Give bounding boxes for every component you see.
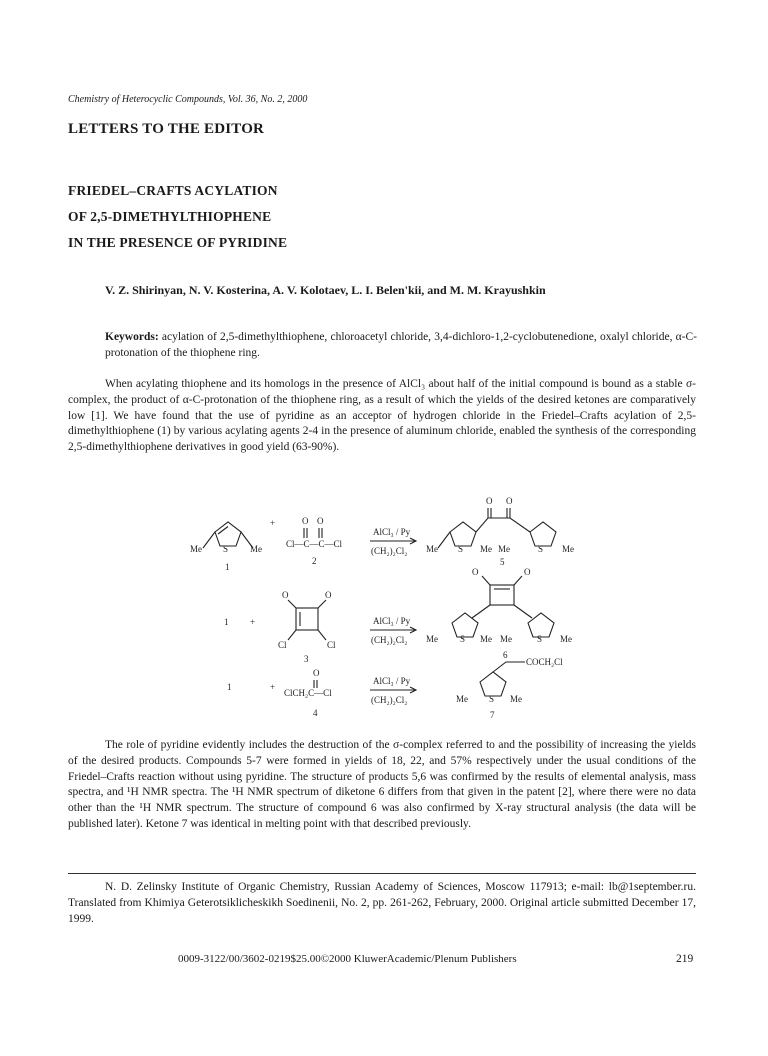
thiophene-ring-7: [480, 672, 506, 696]
affiliation-footnote: N. D. Zelinsky Institute of Organic Chemistry, Russian Academy of Sciences, Moscow 117913; e-mail: lb@1september.ru. Translated from Khimiya Geterotsiklicheskikh Soedinenii, No. 2, pp. 261-262, February, 2000. Original article submitted December 17, 1999.: [68, 881, 696, 925]
section-heading: LETTERS TO THE EDITOR: [68, 121, 265, 137]
conditions-top: AlCl₃ / Py: [373, 527, 411, 537]
me-label: Me: [426, 634, 438, 644]
cyclobutene-6: [490, 585, 514, 605]
conditions-bottom: (CH₂)₂Cl₂: [371, 546, 408, 556]
reagent-2-formula: Cl—C—C—Cl: [286, 539, 343, 549]
me-label: Me: [480, 634, 492, 644]
compound-label-3: 3: [304, 654, 309, 664]
me-label: Me: [426, 544, 438, 554]
plus-sign: +: [270, 518, 276, 528]
s-label: S: [223, 544, 229, 554]
s-label: S: [458, 544, 464, 554]
o-label: O: [524, 567, 531, 577]
reaction-scheme: [170, 490, 610, 720]
conditions-top: AlCl₃ / Py: [373, 676, 411, 686]
me-label: Me: [560, 634, 572, 644]
page-number: 219: [676, 953, 694, 965]
authors: V. Z. Shirinyan, N. V. Kosterina, A. V. Kolotaev, L. I. Belen'kii, and M. M. Krayushkin: [105, 283, 546, 297]
thiophene-ring-5b: [530, 522, 556, 546]
me-label: Me: [562, 544, 574, 554]
copyright-line: 0009-3122/00/3602-0219$25.00©2000 KluwerAcademic/Plenum Publishers: [178, 953, 517, 965]
o-label: O: [472, 567, 479, 577]
cl-label: Cl: [278, 640, 287, 650]
compound-label-1c: 1: [227, 682, 232, 692]
o-label: O: [282, 590, 289, 600]
me-label: Me: [480, 544, 492, 554]
o-label: O: [317, 516, 324, 526]
reagent-4-formula: ClCH₂C—Cl: [284, 688, 332, 698]
me-label: Me: [190, 544, 202, 554]
keywords-label: Keywords:: [105, 331, 159, 343]
me-label: Me: [510, 694, 522, 704]
body-paragraph-2: The role of pyridine evidently includes the destruction of the σ-complex referred to and the possibility of increasing the yields of the desired products. Compounds 5-7 were formed in yields of 18, 22, and 57% respectively under the usual conditions of the Friedel–Crafts reaction without using pyridine. The structure of products 5,6 was confirmed by the results of elemental analysis, mass spectra, and ¹H NMR spectra. The ¹H NMR spectrum of diketone 6 differs from that given in the patent [2], where there were no data other than the ¹H NMR spectrum. The structure of compound 6 was also confirmed by X-ray structural analysis (the data will be published later). Ketone 7 was identical in melting point with that described previously.: [68, 739, 696, 830]
s-label: S: [489, 694, 495, 704]
footnote-rule: [68, 873, 696, 874]
conditions-top: AlCl₃ / Py: [373, 616, 411, 626]
article-title-line-1: FRIEDEL–CRAFTS ACYLATION: [68, 183, 278, 198]
compound-label-4: 4: [313, 708, 318, 718]
o-label: O: [313, 668, 320, 678]
article-title-line-2: OF 2,5-DIMETHYLTHIOPHENE: [68, 209, 272, 224]
o-label: O: [506, 496, 513, 506]
compound-label-5: 5: [500, 557, 505, 567]
plus-sign: +: [250, 617, 256, 627]
s-label: S: [538, 544, 544, 554]
keywords: [105, 330, 697, 362]
conditions-bottom: (CH₂)₂Cl₂: [371, 635, 408, 645]
o-label: O: [302, 516, 309, 526]
me-label: Me: [500, 634, 512, 644]
compound-label-2: 2: [312, 556, 317, 566]
me-label: Me: [498, 544, 510, 554]
plus-sign: +: [270, 682, 276, 692]
s-label: S: [460, 634, 466, 644]
article-title-line-3: IN THE PRESENCE OF PYRIDINE: [68, 235, 288, 250]
product-7-group: COCH₂Cl: [526, 657, 563, 667]
compound-label-6: 6: [503, 650, 508, 660]
journal-citation: Chemistry of Heterocyclic Compounds, Vol. 36, No. 2, 2000: [68, 94, 308, 105]
cl-label: Cl: [327, 640, 336, 650]
keywords-text: acylation of 2,5-dimethylthiophene, chloroacetyl chloride, 3,4-dichloro-1,2-cyclobutenedione, oxalyl chloride, α-C-protonation of the thiophene ring.: [105, 331, 698, 359]
s-label: S: [537, 634, 543, 644]
o-label: O: [486, 496, 493, 506]
me-label: Me: [250, 544, 262, 554]
conditions-bottom: (CH₂)₂Cl₂: [371, 695, 408, 705]
cyclobutene-3: [296, 608, 318, 630]
me-label: Me: [456, 694, 468, 704]
compound-label-7: 7: [490, 710, 495, 720]
o-label: O: [325, 590, 332, 600]
thiophene-ring-5a: [450, 522, 476, 546]
body-paragraph-1: When acylating thiophene and its homologs in the presence of AlCl₃ about half of the initial compound is bound as a stable σ-complex, the product of α-C-protonation of the thiophene ring, as a result of which the yields of the desired ketones are comparatively low [1]. We have found that the use of pyridine as an acceptor of hydrogen chloride in the Friedel–Crafts acylation of 2,5-dimethylthiophene (1) by various acylating agents 2-4 in the presence of aluminum chloride, enabled the synthesis of the corresponding 2,5-dimethylthiophene derivatives in good yield (63-90%).: [68, 378, 696, 454]
compound-label-1: 1: [225, 562, 230, 572]
compound-label-1b: 1: [224, 617, 229, 627]
